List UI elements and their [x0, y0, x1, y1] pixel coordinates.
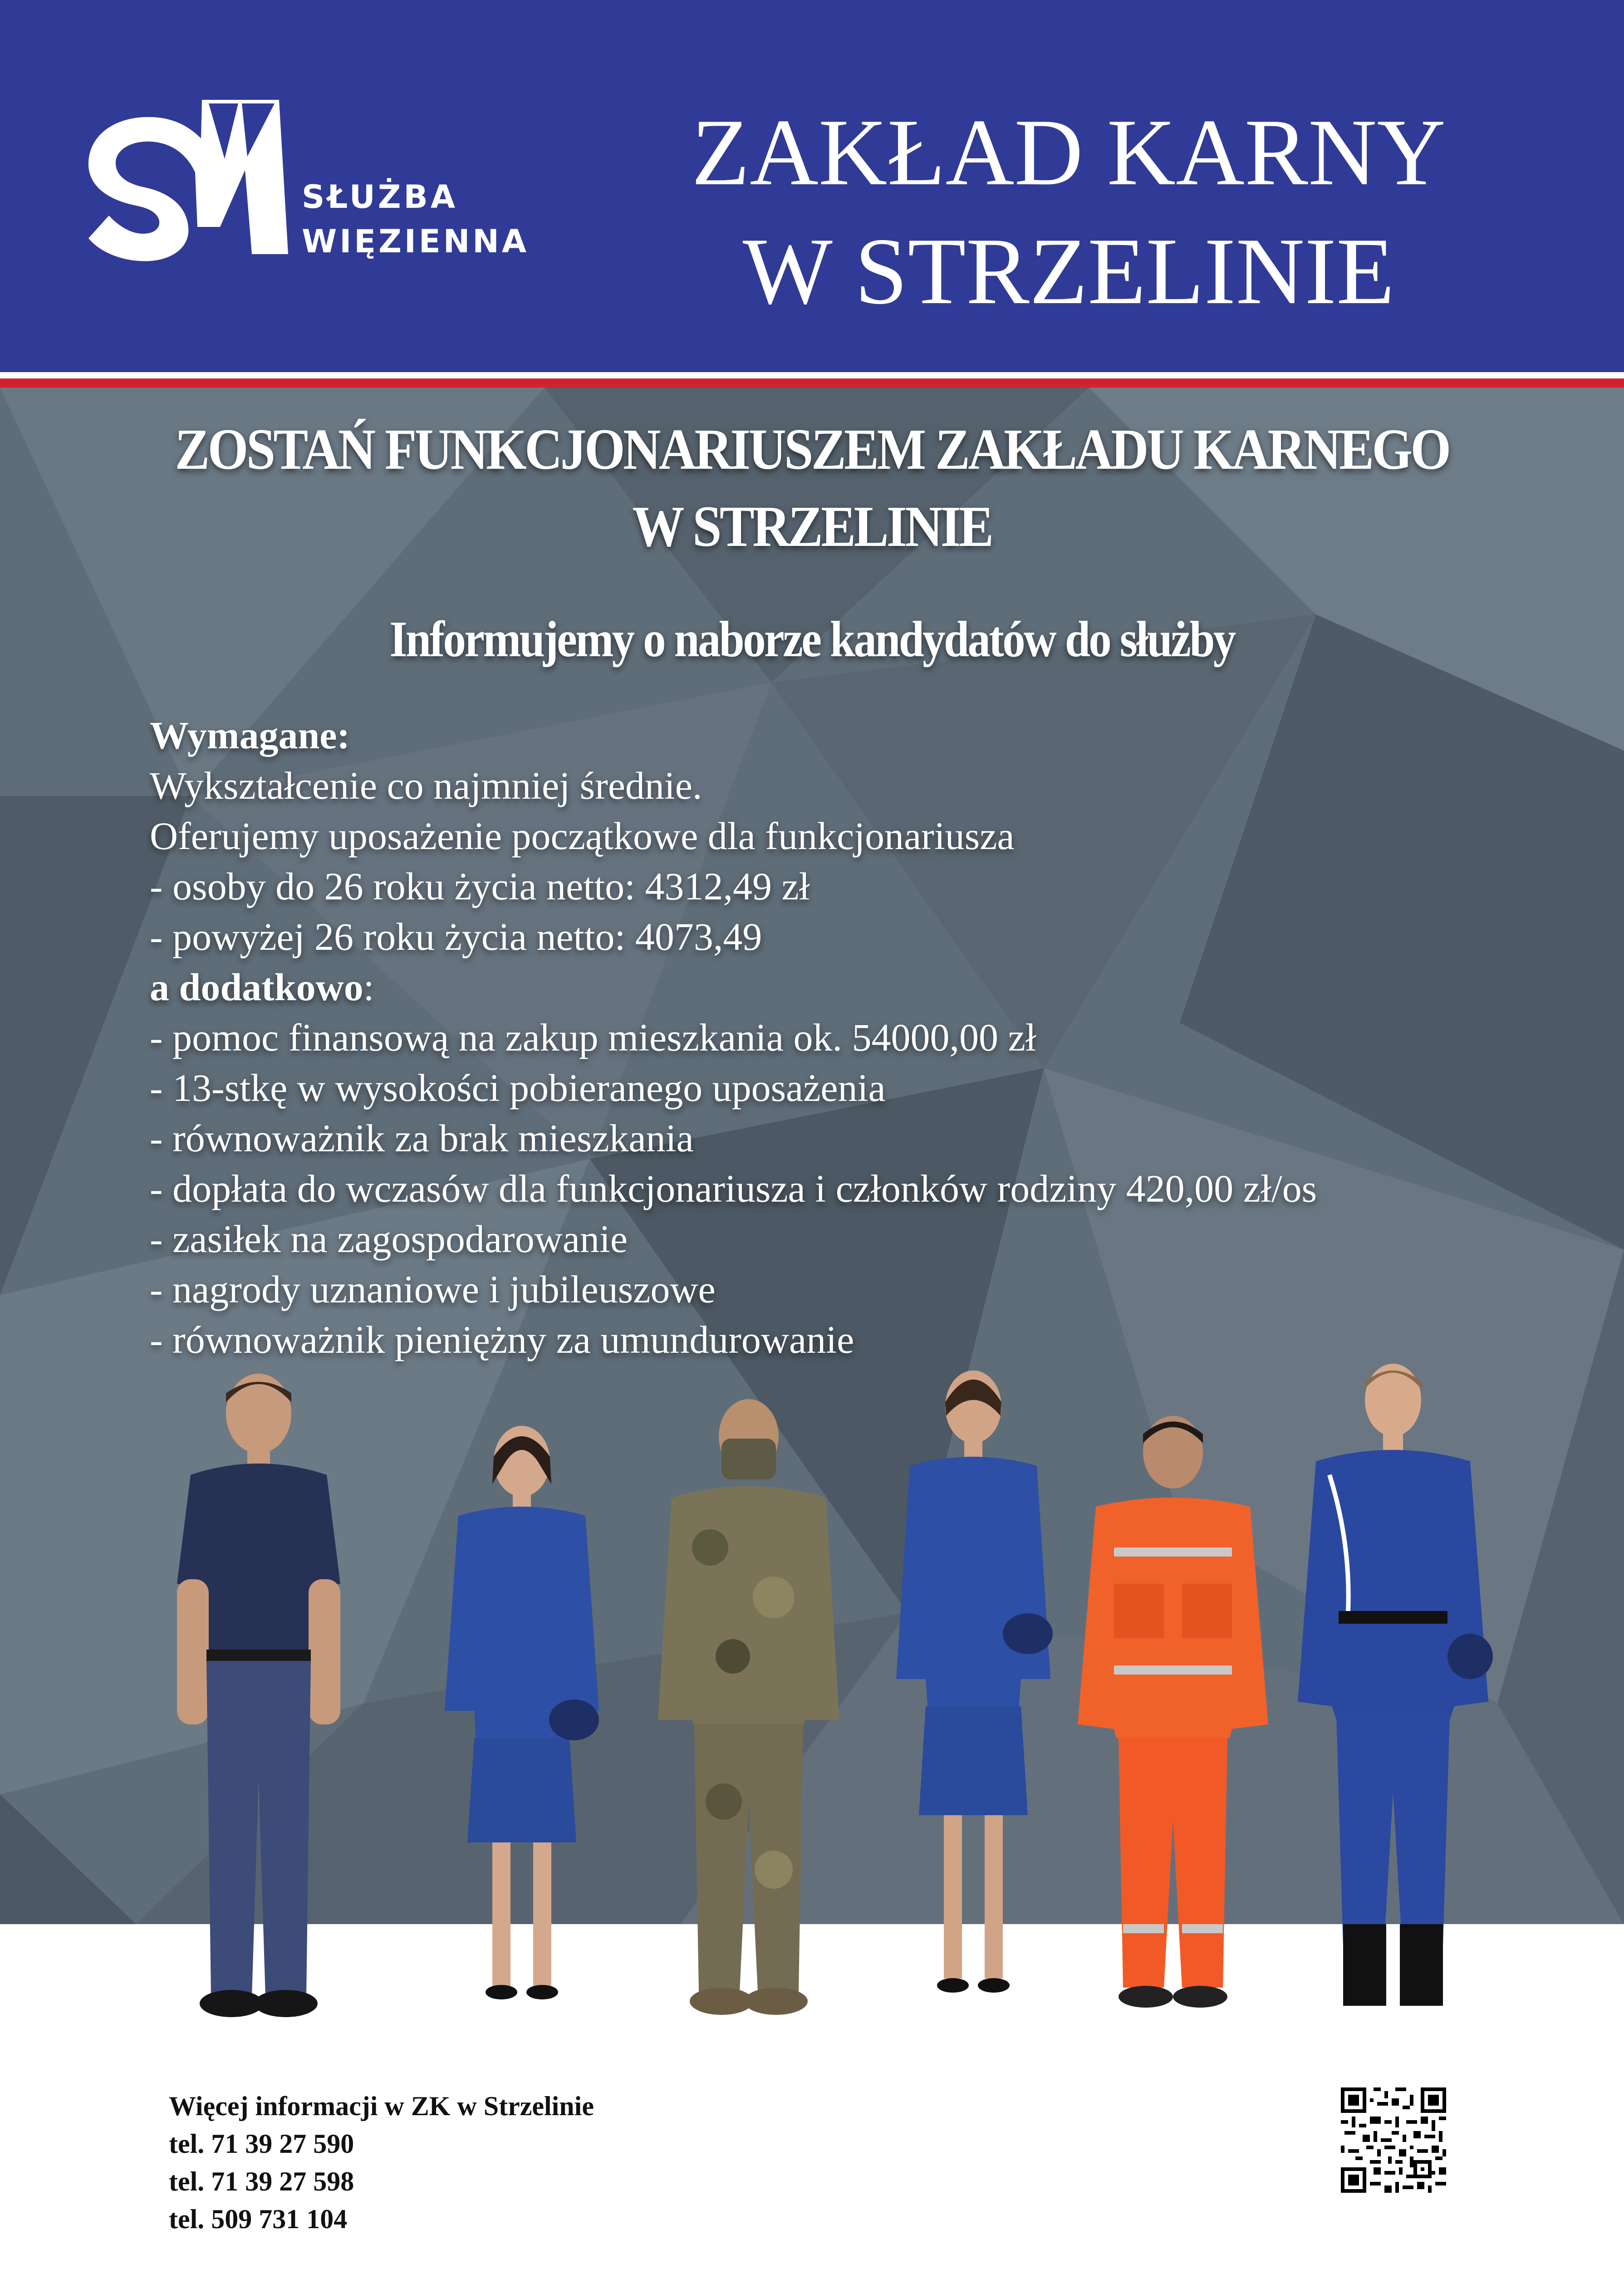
salary-under-26: - osoby do 26 roku życia netto: 4312,49 zł — [150, 864, 810, 908]
additional-heading: a dodatkowo — [150, 965, 363, 1009]
headline-line-1: ZOSTAŃ FUNKCJONARIUSZEM ZAKŁADU KARNEGO — [175, 417, 1449, 481]
logo-line-2: WIĘZIENNA — [302, 223, 530, 260]
salary-over-26: - powyżej 26 roku życia netto: 4073,49 — [150, 915, 762, 958]
additional-heading-line — [150, 962, 1534, 1012]
recruitment-subheadline: Informujemy o naborze kandydatów do służby — [389, 611, 1235, 668]
benefit-item: - równoważnik za brak mieszkania — [150, 1116, 694, 1160]
institution-title-line-2: W STRZELINIE — [742, 219, 1395, 324]
uniformed-officers-group — [0, 1357, 1624, 2038]
additional-colon: : — [363, 965, 374, 1009]
requirements-block — [150, 710, 1534, 1365]
officer-ceremonial-uniform-figure — [1280, 1357, 1506, 2019]
officer-female-blue-uniform-figure-2 — [871, 1361, 1075, 2010]
benefit-item: - zasiłek na zagospodarowanie — [150, 1217, 628, 1261]
education-requirement: Wykształcenie co najmniej średnie. — [150, 764, 702, 807]
benefit-item: - pomoc finansową na zakup mieszkania ok. 54000,00 zł — [150, 1016, 1036, 1059]
recruitment-headline — [81, 411, 1543, 565]
header-banner — [0, 0, 1624, 372]
sluzba-wiezienna-logo-icon — [88, 91, 288, 263]
officer-navy-uniform-figure — [150, 1370, 368, 2024]
officer-camouflage-uniform-figure — [638, 1393, 860, 2019]
officer-female-blue-uniform-figure — [420, 1420, 624, 2010]
logo-wordmark — [302, 175, 529, 264]
officer-orange-medical-uniform-figure — [1064, 1411, 1282, 2015]
phone-number: tel. 71 39 27 590 — [169, 2129, 354, 2159]
benefit-item: - 13-stkę w wysokości pobieranego uposażenia — [150, 1066, 886, 1110]
benefit-item: - nagrody uznaniowe i jubileuszowe — [150, 1267, 716, 1311]
phone-number: tel. 71 39 27 598 — [169, 2166, 354, 2196]
contact-info — [169, 2087, 594, 2238]
header-stripe-white — [0, 372, 1624, 378]
phone-number: tel. 509 731 104 — [169, 2204, 348, 2234]
institution-title — [649, 93, 1488, 331]
benefit-item: - równoważnik pieniężny za umundurowanie — [150, 1318, 854, 1361]
salary-intro: Oferujemy uposażenie początkowe dla funkcjonariusza — [150, 814, 1015, 858]
benefit-item: - dopłata do wczasów dla funkcjonariusza i członków rodziny 420,00 zł/os — [150, 1167, 1317, 1210]
requirements-heading: Wymagane: — [150, 713, 350, 757]
institution-title-line-1: ZAKŁAD KARNY — [691, 100, 1446, 205]
qr-code-icon[interactable] — [1341, 2087, 1446, 2193]
header-stripe-red — [0, 378, 1624, 388]
contact-heading: Więcej informacji w ZK w Strzelinie — [169, 2091, 594, 2121]
logo-line-1: SŁUŻBA — [302, 178, 458, 216]
headline-line-2: W STRZELINIE — [632, 494, 992, 559]
